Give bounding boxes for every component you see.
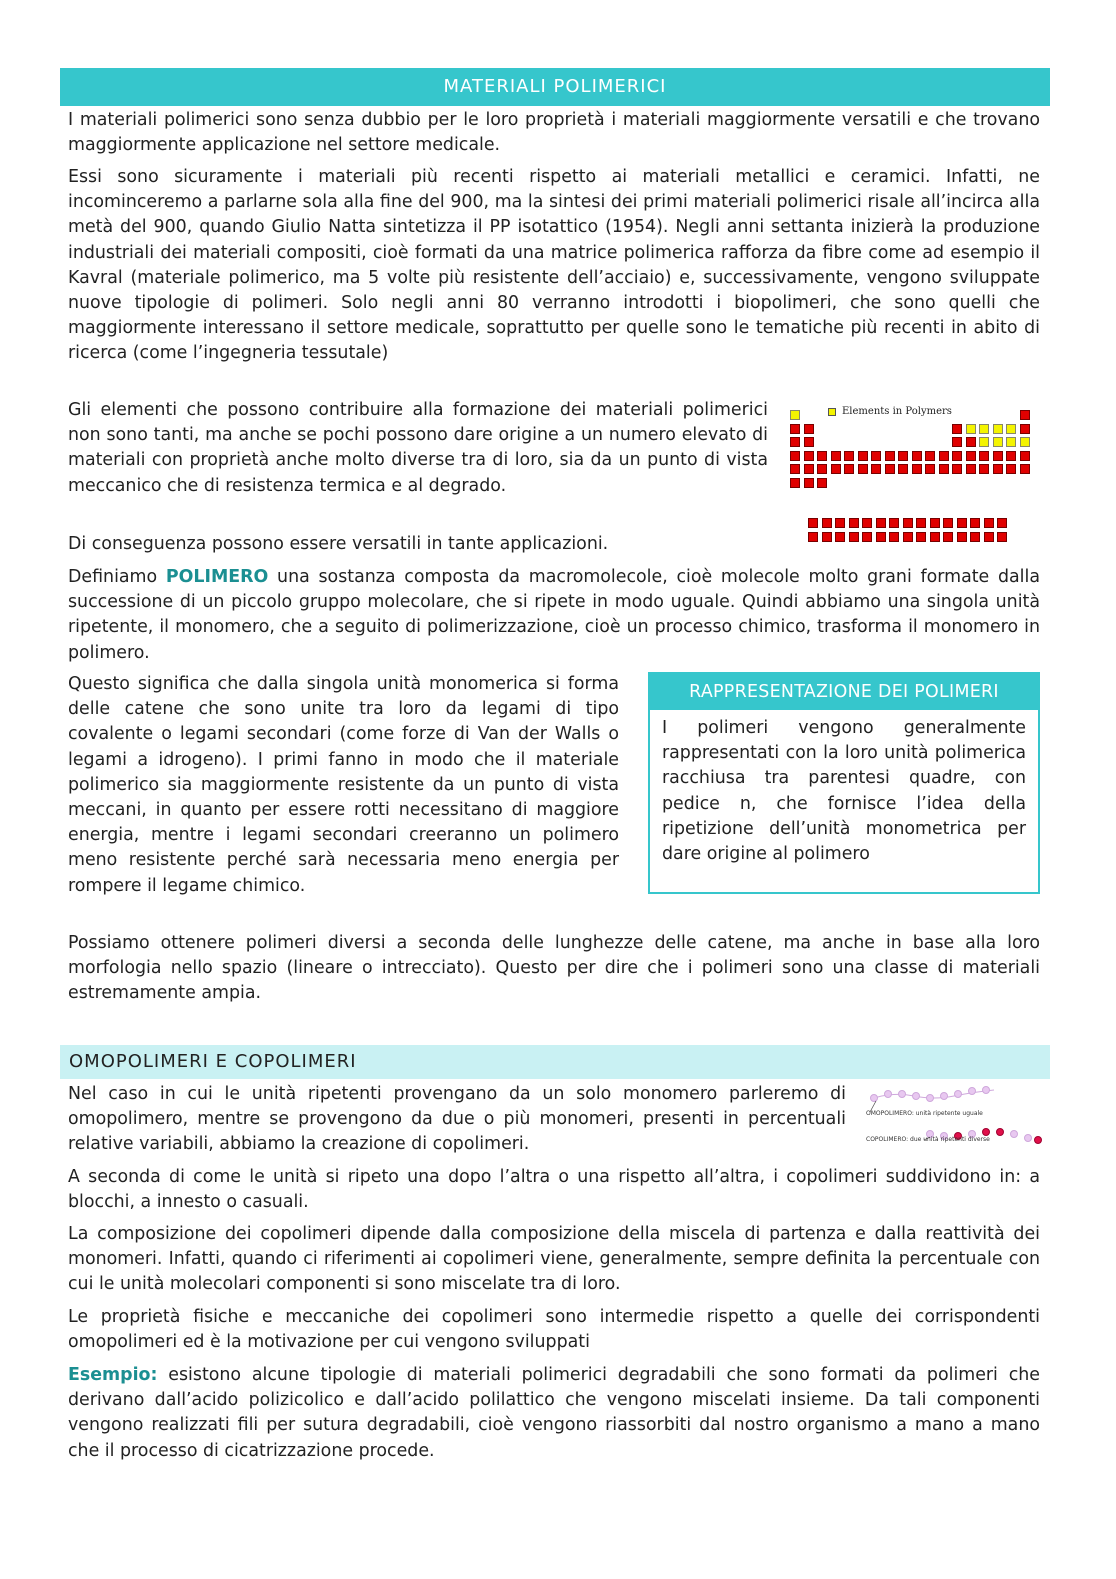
element-cell [849,532,859,542]
element-cell [903,518,913,528]
element-cell [984,532,994,542]
homo-unit [983,1087,990,1094]
element-cell [1006,451,1016,461]
co-unit-b [983,1129,990,1136]
homo-unit [941,1093,948,1100]
element-cell [804,478,814,488]
element-cell [790,437,800,447]
element-cell [1020,424,1030,434]
paragraph-homo-copolymers: Nel caso in cui le unità ripetenti provengano da un solo monomero parleremo di omopolimero, mentre se provengono da due o più monomeri, presenti in percentuali relative variabili, abbiamo la creazione di copolimeri. [68,1084,846,1155]
sidebar-box-body: I polimeri vengono generalmente rappresentati con la loro unità polimerica racchiusa tra parentesi quadre, con pedice n, che fornisce l’idea della ripetizione dell’unità monometrica per dare origine al polimero [662,718,1026,865]
homo-unit [913,1093,920,1100]
element-cell [889,518,899,528]
element-cell [943,518,953,528]
element-cell [1020,410,1030,420]
definition-prefix: Definiamo [68,567,166,587]
element-cell [885,451,895,461]
element-cell [804,437,814,447]
element-cell [966,437,976,447]
element-cell [804,451,814,461]
element-cell [831,464,841,474]
element-cell [993,451,1003,461]
homo-unit [955,1091,962,1098]
section-heading-omopolimeri-copolimeri: OMOPOLIMERI E COPOLIMERI [60,1045,1050,1079]
element-cell [966,424,976,434]
element-cell [930,532,940,542]
element-cell [979,424,989,434]
element-cell [1020,451,1030,461]
element-cell [993,437,1003,447]
element-cell [844,464,854,474]
element-cell [822,518,832,528]
element-cell [912,464,922,474]
paragraph-versatility: Di conseguenza possono essere versatili in tante applicazioni. [68,534,609,554]
element-cell [925,464,935,474]
element-cell [925,451,935,461]
sidebar-box-polymer-representation [648,672,1040,894]
homo-unit [969,1088,976,1095]
paragraph-copolymer-types: A seconda di come le unità si ripeto una dopo l’altra o una rispetto all’altra, i copolimeri suddividono in: a blocchi, a innesto o casuali. [68,1167,1040,1213]
periodic-table-figure [786,406,1042,548]
co-unit-b [1035,1137,1042,1144]
homo-unit [885,1091,892,1098]
element-cell [862,518,872,528]
element-cell [790,464,800,474]
element-cell [943,532,953,542]
element-cell [822,532,832,542]
element-cell [1020,437,1030,447]
paragraph-copolymer-composition: La composizione dei copolimeri dipende dalla composizione della miscela di partenza e dalla reattività dei monomeri. Infatti, quando ci riferimenti ai copolimeri viene, generalmente, sempre definita la percentuale con cui le unità molecolari componenti si sono miscelate tra di loro. [68,1224,1040,1295]
co-unit-b [997,1129,1004,1136]
section-heading-materiali-polimerici: MATERIALI POLIMERICI [60,68,1050,106]
element-cell [790,451,800,461]
co-unit-a [1011,1131,1018,1138]
element-cell [898,451,908,461]
example-label: Esempio: [68,1365,158,1385]
element-cell [970,532,980,542]
element-cell [916,518,926,528]
element-cell [808,518,818,528]
element-cell [984,518,994,528]
element-cell [993,424,1003,434]
element-cell [790,410,800,420]
element-cell [997,532,1007,542]
definition-text: una sostanza composta da macromolecole, cioè molecole molto grani formate dalla successione di un piccolo gruppo molecolare, che si ripete in modo uguale. Quindi abbiamo una singola unità ripetente, il monomero, che a seguito di polimerizzazione, cioè un processo chimico, trasforma il monomero in polimero. [68,567,1040,663]
element-cell [939,464,949,474]
term-polimero: POLIMERO [165,567,269,587]
element-cell [817,478,827,488]
legend-swatch [828,408,836,416]
element-cell [898,464,908,474]
element-cell [835,532,845,542]
copolymer-diagram [864,1082,1044,1148]
element-cell [957,532,967,542]
element-cell [808,532,818,542]
element-cell [862,532,872,542]
paragraph-bonds: Questo significa che dalla singola unità monomerica si forma delle catene che sono unite tra loro da legami di tipo covalente o legami secondari (come forze di Van der Walls o legami a idrogeno). I primi fanno in modo che il materiale polimerico sia maggiormente resistente da un punto di vista meccani, in quanto per essere rotti necessitano di maggiore energia, mentre i legami secondari creeranno un polimero meno resistente perché sarà necessaria meno energia per rompere il legame chimico. [68,674,619,896]
element-cell [817,464,827,474]
element-cell [858,451,868,461]
element-cell [871,464,881,474]
element-cell [957,518,967,528]
element-cell [997,518,1007,528]
homo-unit [899,1091,906,1098]
homopolymer-chain [871,1087,995,1102]
example-text: esistono alcune tipologie di materiali polimerici degradabili che sono formati da polimeri che derivano dall’acido polizicolico e dall’acido polilattico che vengono miscelati insieme. Da tali componenti vengono realizzati fili per sutura degradabili, cioè vengono riassorbiti dal nostro organismo a mano a mano che il processo di cicatrizzazione procede. [68,1365,1040,1461]
paragraph-copolymer-properties: Le proprietà fisiche e meccaniche dei copolimeri sono intermedie rispetto a quelle dei corrispondenti omopolimeri ed è la motivazione per cui vengono sviluppati [68,1307,1040,1353]
element-cell [952,437,962,447]
element-cell [849,518,859,528]
homopolymer-label: OMOPOLIMERO: unità ripetente uguale [866,1110,983,1117]
element-cell [952,424,962,434]
element-cell [993,464,1003,474]
periodic-table-legend: Elements in Polymers [842,406,952,417]
element-cell [876,518,886,528]
element-cell [1006,437,1016,447]
element-cell [916,532,926,542]
element-cell [876,532,886,542]
element-cell [979,437,989,447]
element-cell [966,464,976,474]
paragraph-example [68,1363,1040,1464]
element-cell [903,532,913,542]
element-cell [1006,424,1016,434]
paragraph-intro-2: Essi sono sicuramente i materiali più recenti rispetto ai materiali metallici e ceramici. Infatti, ne incominceremo a parlarne sola alla fine del 900, ma la sintesi dei primi materiali polimerici risale all’incirca alla metà del 900, quando Giulio Natta sintetizza il PP isotattico (1954). Negli anni settanta inizierà la produzione industriali dei materiali compositi, cioè formati da una matrice polimerica rafforza da fibre come ad esempio il Kavral (materiale polimerico, ma 5 volte più resistente dell’acciaio) e, successivamente, vengono sviluppate nuove tipologie di polimeri. Solo negli anni 80 verranno introdotti i biopolimeri, che sono quelli che maggiormente interessano il settore medicale, soprattutto per quelle sono le tematiche più recenti in abito di ricerca (come l’ingegneria tessutale) [68,167,1040,364]
co-unit-a [1025,1135,1032,1142]
element-cell [858,464,868,474]
element-cell [952,451,962,461]
element-cell [930,518,940,528]
element-cell [835,518,845,528]
element-cell [1020,464,1030,474]
element-cell [966,451,976,461]
element-cell [817,451,827,461]
homo-unit [871,1095,878,1102]
element-cell [831,451,841,461]
element-cell [885,464,895,474]
copolymer-label: COPOLIMERO: due unità ripetenti diverse [866,1136,990,1143]
element-cell [970,518,980,528]
sidebar-box-title: RAPPRESENTAZIONE DEI POLIMERI [650,674,1038,710]
element-cell [804,424,814,434]
element-cell [979,451,989,461]
paragraph-elements: Gli elementi che possono contribuire alla formazione dei materiali polimerici non sono tanti, ma anche se pochi possono dare origine a un numero elevato di materiali con proprietà anche molto diverse tra di loro, sia da un punto di vista meccanico che di resistenza termica e al degrado. [68,400,768,496]
element-cell [790,424,800,434]
paragraph-intro-1: I materiali polimerici sono senza dubbio per le loro proprietà i materiali maggiormente versatili e che trovano maggiormente applicazione nel settore medicale. [68,110,1040,156]
element-cell [939,451,949,461]
element-cell [952,464,962,474]
element-cell [804,464,814,474]
paragraph-morphology: Possiamo ottenere polimeri diversi a seconda delle lunghezze delle catene, ma anche in base alla loro morfologia nello spazio (lineare o intrecciato). Questo per dire che i polimeri sono una classe di materiali estremamente ampia. [68,933,1040,1004]
homo-unit [927,1095,934,1102]
element-cell [844,451,854,461]
element-cell [979,464,989,474]
element-cell [790,478,800,488]
element-cell [889,532,899,542]
element-cell [871,451,881,461]
paragraph-polymer-definition [68,565,1040,666]
element-cell [1006,464,1016,474]
element-cell [912,451,922,461]
